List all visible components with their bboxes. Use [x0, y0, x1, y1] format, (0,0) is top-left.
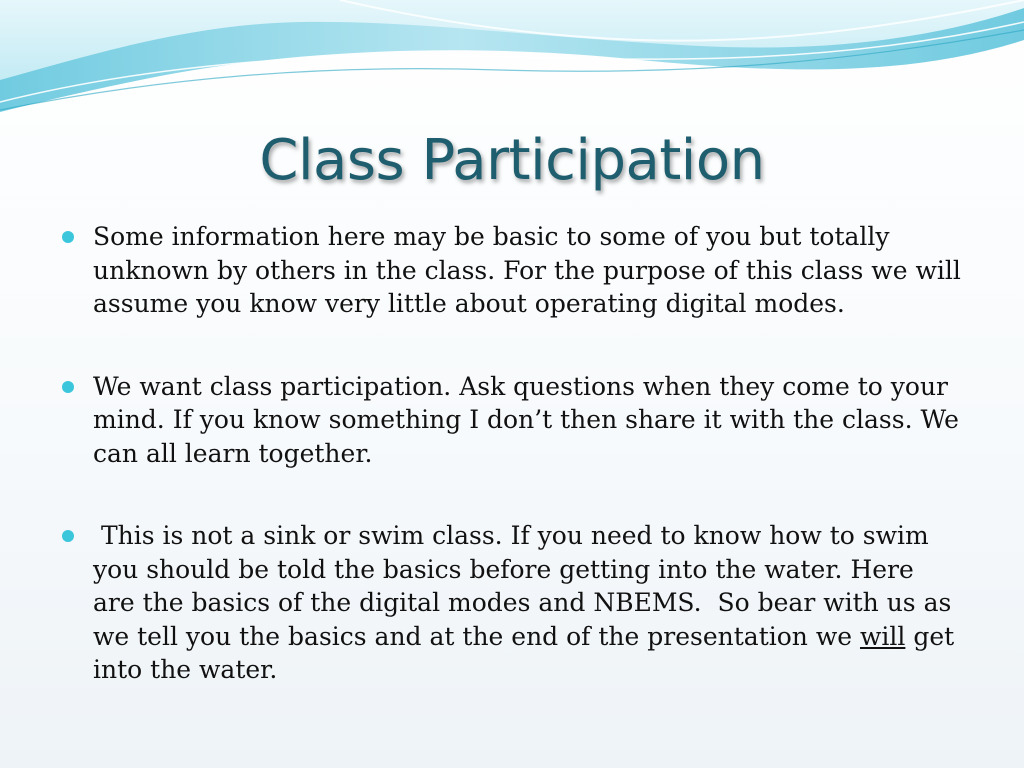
bullet-text: Some information here may be basic to some of you but totally unknown by others in the class. For the purpose of this class we will assume you know very little about operating digital modes.: [93, 222, 961, 318]
bullet-dot-icon: [62, 381, 74, 393]
bullet-item: [62, 370, 962, 471]
wave-banner: [0, 0, 1024, 130]
emphasized-word: will: [859, 621, 906, 651]
bullet-text-part: This is not a sink or swim class. If you need to know how to swim you should be told the basics before getting into the water. Here are the basics of the digital modes and NBEMS. So bear with us as we tell you the basics and at the end of the presentation we: [93, 521, 960, 651]
bullet-item: [62, 220, 962, 321]
bullet-text: [93, 521, 959, 684]
bullet-dot-icon: [62, 530, 74, 542]
bullet-dot-icon: [62, 231, 74, 243]
bullet-item: [62, 519, 962, 687]
bullet-list: [62, 220, 962, 736]
bullet-text-part: get into the water.: [93, 621, 955, 684]
bullet-text: We want class participation. Ask questions when they come to your mind. If you know something I don’t then share it with the class. We can all learn together.: [93, 371, 959, 468]
slide-title: Class Participation: [259, 128, 765, 193]
